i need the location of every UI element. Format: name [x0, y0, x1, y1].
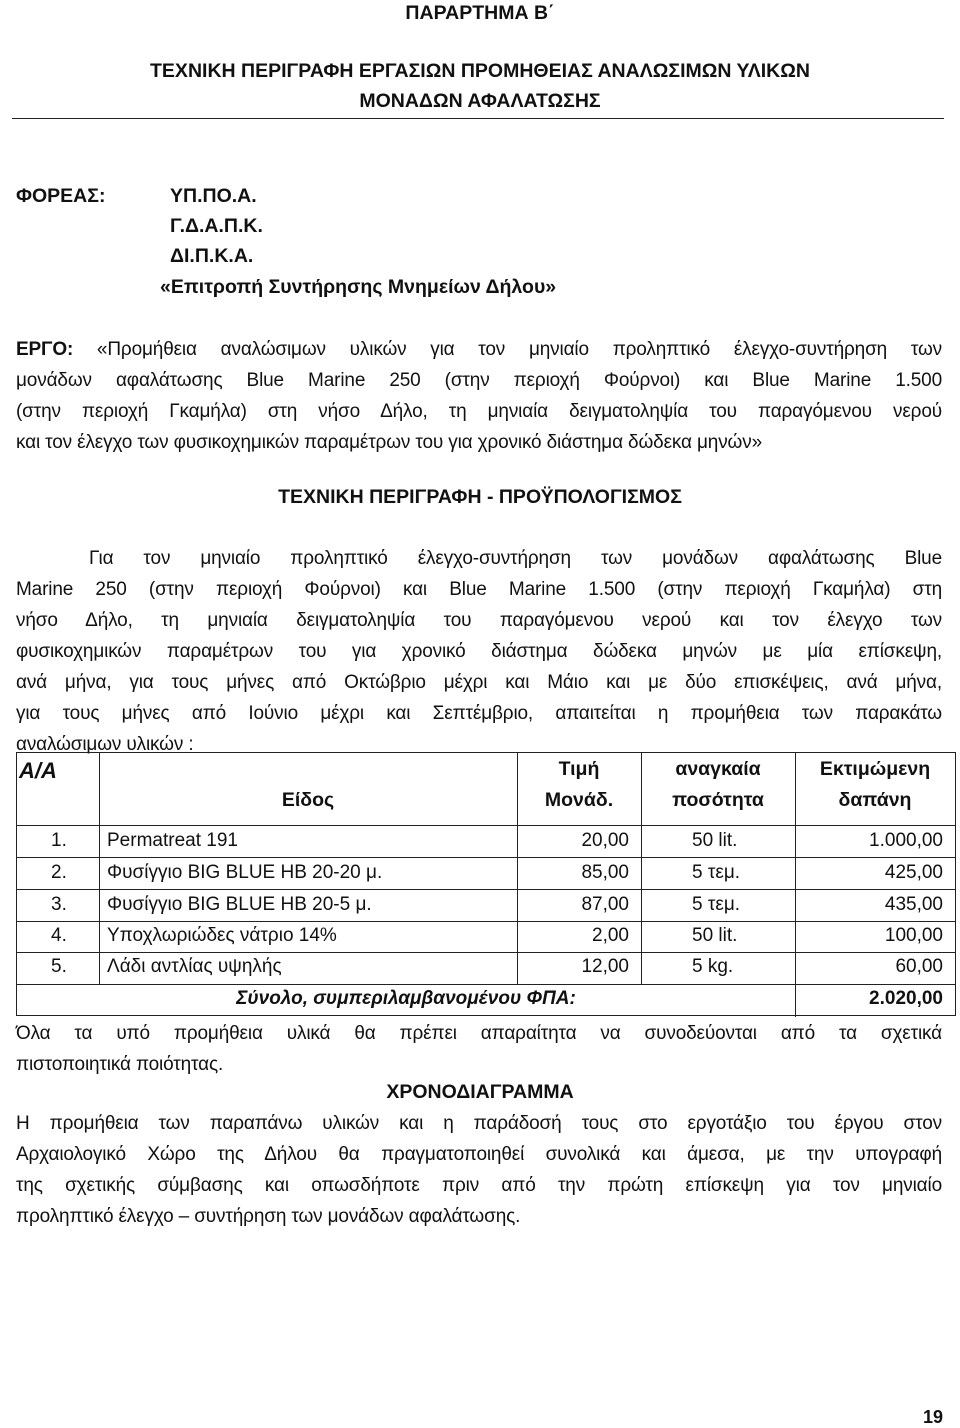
table-cell-aa: 5.: [51, 956, 67, 977]
ergo-label: ΕΡΓΟ:: [16, 339, 74, 360]
description-line: αναλώσιμων υλικών :: [16, 734, 194, 755]
table-hline: [17, 825, 955, 826]
document-title-line-1: ΤΕΧΝΙΚΗ ΠΕΡΙΓΡΑΦΗ ΕΡΓΑΣΙΩΝ ΠΡΟΜΗΘΕΙΑΣ ΑΝΑΛΩΣΙΜΩΝ ΥΛΙΚΩΝ: [150, 60, 810, 82]
description-line: ανά μήνα, για τους μήνες από Οκτώβριο μέχρι και Μάιο και με δύο επισκέψεις, ανά μήνα,: [16, 672, 942, 693]
table-total-label: Σύνολο, συμπεριλαμβανομένου ΦΠΑ:: [236, 988, 576, 1009]
ergo-paragraph: [16, 334, 942, 458]
header-quantity-line-2: ποσότητα: [672, 789, 764, 811]
header-cost: [795, 754, 955, 816]
foreis-line: ΔΙ.Π.Κ.Α.: [170, 245, 254, 267]
table-cell-price: 12,00: [581, 956, 629, 977]
table-hline: [17, 889, 955, 890]
table-cell-cost: 1.000,00: [869, 830, 943, 851]
table-cell-cost: 100,00: [884, 925, 943, 946]
table-cell-aa: 4.: [51, 925, 67, 946]
foreis-line: ΥΠ.ΠΟ.Α.: [170, 185, 257, 207]
table-hline: [17, 952, 955, 953]
annex-title: ΠΑΡΑΡΤΗΜΑ Β΄: [405, 2, 555, 24]
header-cost-line-2: δαπάνη: [838, 789, 912, 811]
table-cell-quantity: 5 kg.: [692, 956, 734, 977]
foreis-committee: «Επιτροπή Συντήρησης Μνημείων Δήλου»: [160, 276, 557, 298]
table-cell-cost: 435,00: [884, 894, 943, 915]
table-cell-cost: 60,00: [895, 956, 943, 977]
table-cell-item: Φυσίγγιο BIG BLUE HB 20-5 μ.: [107, 894, 372, 915]
schedule-line: προληπτικό έλεγχο – συντήρηση των μονάδων αφαλάτωσης.: [16, 1206, 521, 1227]
ergo-line-3: (στην περιοχή Γκαμήλα) στη νήσο Δήλο, τη μηνιαία δειγματοληψία του παραγόμενου νερού: [16, 401, 942, 422]
budget-table: [16, 752, 956, 1016]
header-price-line-2: Μονάδ.: [544, 789, 614, 811]
header-item: Είδος: [281, 789, 335, 811]
table-total-value: 2.020,00: [869, 988, 943, 1009]
table-cell-item: Permatreat 191: [107, 830, 238, 851]
header-cost-line-1: Εκτιμώμενη: [819, 758, 931, 780]
document-title-line-2: ΜΟΝΑΔΩΝ ΑΦΑΛΑΤΩΣΗΣ: [359, 90, 601, 112]
table-cell-item: Υποχλωριώδες νάτριο 14%: [107, 925, 337, 946]
page-number: 19: [922, 1407, 943, 1427]
table-cell-quantity: 5 τεμ.: [692, 894, 741, 915]
table-hline: [17, 984, 955, 985]
description-line: για τους μήνες από Ιούνιο μέχρι και Σεπτέμβριο, απαιτείται η προμήθεια των παρακάτω: [16, 703, 942, 724]
table-cell-quantity: 50 lit.: [692, 830, 738, 851]
header-price-line-1: Τιμή: [558, 758, 600, 780]
header-rule: [12, 118, 944, 119]
schedule-line: της σχετικής σύμβασης και οπωσδήποτε πριν από την πρώτη επίσκεψη για τον μηνιαίο: [16, 1175, 942, 1196]
ergo-line-1: [16, 334, 942, 365]
table-cell-quantity: 50 lit.: [692, 925, 738, 946]
header-quantity-line-1: αναγκαία: [675, 758, 761, 780]
table-cell-price: 20,00: [581, 830, 629, 851]
description-paragraph: [16, 543, 942, 760]
table-cell-aa: 2.: [51, 862, 67, 883]
section-title: ΤΕΧΝΙΚΗ ΠΕΡΙΓΡΑΦΗ - ΠΡΟΫΠΟΛΟΓΙΣΜΟΣ: [278, 486, 682, 508]
header-aa: Α/Α: [19, 758, 57, 783]
foreis-line: Γ.Δ.Α.Π.Κ.: [170, 215, 263, 237]
schedule-paragraph: [16, 1108, 942, 1232]
table-cell-price: 2,00: [592, 925, 629, 946]
certificate-line: Όλα τα υπό προμήθεια υλικά θα πρέπει απαραίτητα να συνοδεύονται από τα σχετικά: [16, 1023, 942, 1044]
schedule-line: Αρχαιολογικό Χώρο της Δήλου θα πραγματοποιηθεί συνολικά και άμεσα, με την υπογραφή: [16, 1144, 942, 1165]
table-cell-cost: 425,00: [884, 862, 943, 883]
description-line: Marine 250 (στην περιοχή Φούρνοι) και Blue Marine 1.500 (στην περιοχή Γκαμήλα) στη: [16, 579, 942, 600]
table-cell-quantity: 5 τεμ.: [692, 862, 741, 883]
schedule-line: Η προμήθεια των παραπάνω υλικών και η παράδοσή τους στο εργοτάξιο του έργου στον: [16, 1113, 942, 1134]
schedule-title: ΧΡΟΝΟΔΙΑΓΡΑΜΜΑ: [386, 1081, 574, 1103]
certificate-paragraph: [16, 1018, 942, 1080]
table-hline: [17, 857, 955, 858]
table-cell-price: 85,00: [581, 862, 629, 883]
certificate-line: πιστοποιητικά ποιότητας.: [16, 1054, 224, 1075]
table-cell-aa: 3.: [51, 894, 67, 915]
description-line: Για τον μηνιαίο προληπτικό έλεγχο-συντήρηση των μονάδων αφαλάτωσης Blue: [89, 548, 942, 569]
ergo-line-4: και τον έλεγχο των φυσικοχημικών παραμέτρων του για χρονικό διάστημα δώδεκα μηνών»: [16, 432, 763, 453]
header-quantity: [641, 754, 795, 816]
table-hline: [17, 921, 955, 922]
ergo-line-text: «Προμήθεια αναλώσιμων υλικών για τον μηνιαίο προληπτικό έλεγχο-συντήρηση των: [96, 339, 942, 360]
table-cell-item: Λάδι αντλίας υψηλής: [107, 956, 282, 977]
table-cell-item: Φυσίγγιο BIG BLUE HB 20-20 μ.: [107, 862, 383, 883]
header-price: [517, 754, 641, 816]
table-cell-aa: 1.: [51, 830, 67, 851]
description-line: νήσο Δήλο, τη μηνιαία δειγματοληψία του παραγόμενου νερού και τον έλεγχο των: [16, 610, 942, 631]
description-line: φυσικοχημικών παραμέτρων του για χρονικό διάστημα δώδεκα μηνών με μία επίσκεψη,: [16, 641, 942, 662]
foreis-label: ΦΟΡΕΑΣ:: [16, 185, 106, 207]
table-cell-price: 87,00: [581, 894, 629, 915]
ergo-line-2: μονάδων αφαλάτωσης Blue Marine 250 (στην περιοχή Φούρνοι) και Blue Marine 1.500: [16, 370, 942, 391]
